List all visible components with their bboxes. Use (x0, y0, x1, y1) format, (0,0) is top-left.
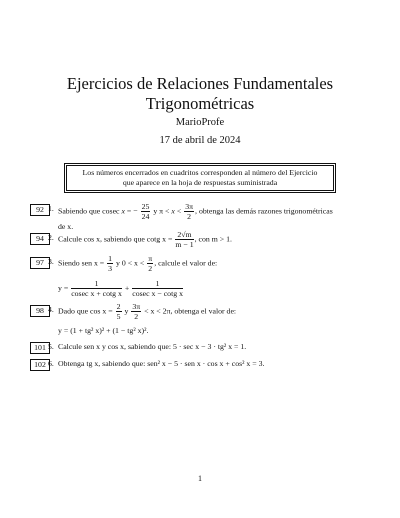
fraction: $\frac{3\pi}{2}$ (132, 302, 141, 321)
answer-number-badge: 97 (30, 257, 50, 269)
fraction: $\frac{3\pi}{2}$ (185, 202, 194, 221)
exercise-number: 4. (48, 305, 54, 314)
fraction: $\frac{25}{24}$ (141, 202, 150, 221)
exercise-3 (30, 254, 375, 302)
equation: y = (1 + tg² x)² + (1 − tg² x)². (58, 326, 149, 335)
answer-number-badge: 92 (30, 204, 50, 216)
exercise-number: 5. (48, 342, 54, 351)
notice-box (66, 165, 334, 191)
exercise-number: 3. (48, 257, 54, 266)
exercise-text: Sabiendo que cosec x = − $\frac{25}{24}$ y π < x < $\frac{3\pi}{2}$ , obtenga las demás razones trigonométricas (58, 202, 333, 221)
exercise-text: Calcule sen x y cos x, sabiendo que: 5 · sec x − 3 · tg² x = 1. (58, 342, 247, 351)
exercise-4 (30, 302, 375, 338)
fraction: $\frac{1}{3}$ (108, 254, 113, 273)
fraction: $\frac{1}{\text{cosec x + cotg x}}$ (71, 279, 122, 298)
page-number: 1 (198, 474, 202, 483)
answer-number-badge: 101 (30, 342, 50, 354)
fraction: $\frac{1}{\text{cosec x − cotg x}}$ (132, 279, 183, 298)
notice-line-1: Los números encerrados en cuadritos corresponden al número del Ejercicio (82, 168, 318, 177)
exercise-text: Obtenga tg x, sabiendo que: sen² x − 5 · sen x · cos x + cos² x = 3. (58, 359, 265, 368)
exercise-text: Dado que cos x = $\frac{2}{5}$ y $\frac{3\pi}{2}$ < x < 2π, obtenga el valor de: (58, 302, 237, 321)
answer-number-badge: 98 (30, 305, 50, 317)
exercise-number: 6. (48, 359, 54, 368)
date: 17 de abril de 2024 (159, 135, 241, 146)
exercise-text: Siendo sen x = $\frac{1}{3}$ y 0 < x < $\frac{\pi}{2}$ , calcule el valor de: (58, 254, 218, 273)
exercise-2 (30, 230, 375, 250)
title-line-1: Ejercicios de Relaciones Fundamentales (66, 74, 334, 93)
exercise-number: 1. (48, 204, 54, 213)
answer-number-badge: 102 (30, 359, 50, 371)
exercise-text: Calcule cos x, sabiendo que cotg x = $\frac{2√m}{m - 1}$ , con m > 1. (58, 230, 232, 249)
exercise-1 (30, 202, 375, 231)
exercise-number: 2. (48, 233, 54, 242)
exercise-5 (30, 342, 375, 356)
fraction: $\frac{\pi}{2}$ (148, 254, 153, 273)
exercise-text-line-2: de x. (58, 222, 74, 231)
exercise-6 (30, 359, 375, 373)
author: MarioProfe (175, 117, 225, 128)
answer-number-badge: 94 (30, 233, 50, 245)
notice-line-2: que aparece en la hoja de respuestas suministrada (122, 178, 278, 187)
document-title (0, 74, 400, 114)
fraction: $\frac{2}{5}$ (116, 302, 121, 321)
equation: y = $\frac{1}{\text{cosec x + cotg x}}$ + $\frac{1}{\text{cosec x − cotg x}}$ (58, 279, 183, 298)
fraction: $\frac{2√m}{m - 1}$ (175, 230, 194, 249)
title-line-2: Trigonométricas (145, 94, 255, 113)
